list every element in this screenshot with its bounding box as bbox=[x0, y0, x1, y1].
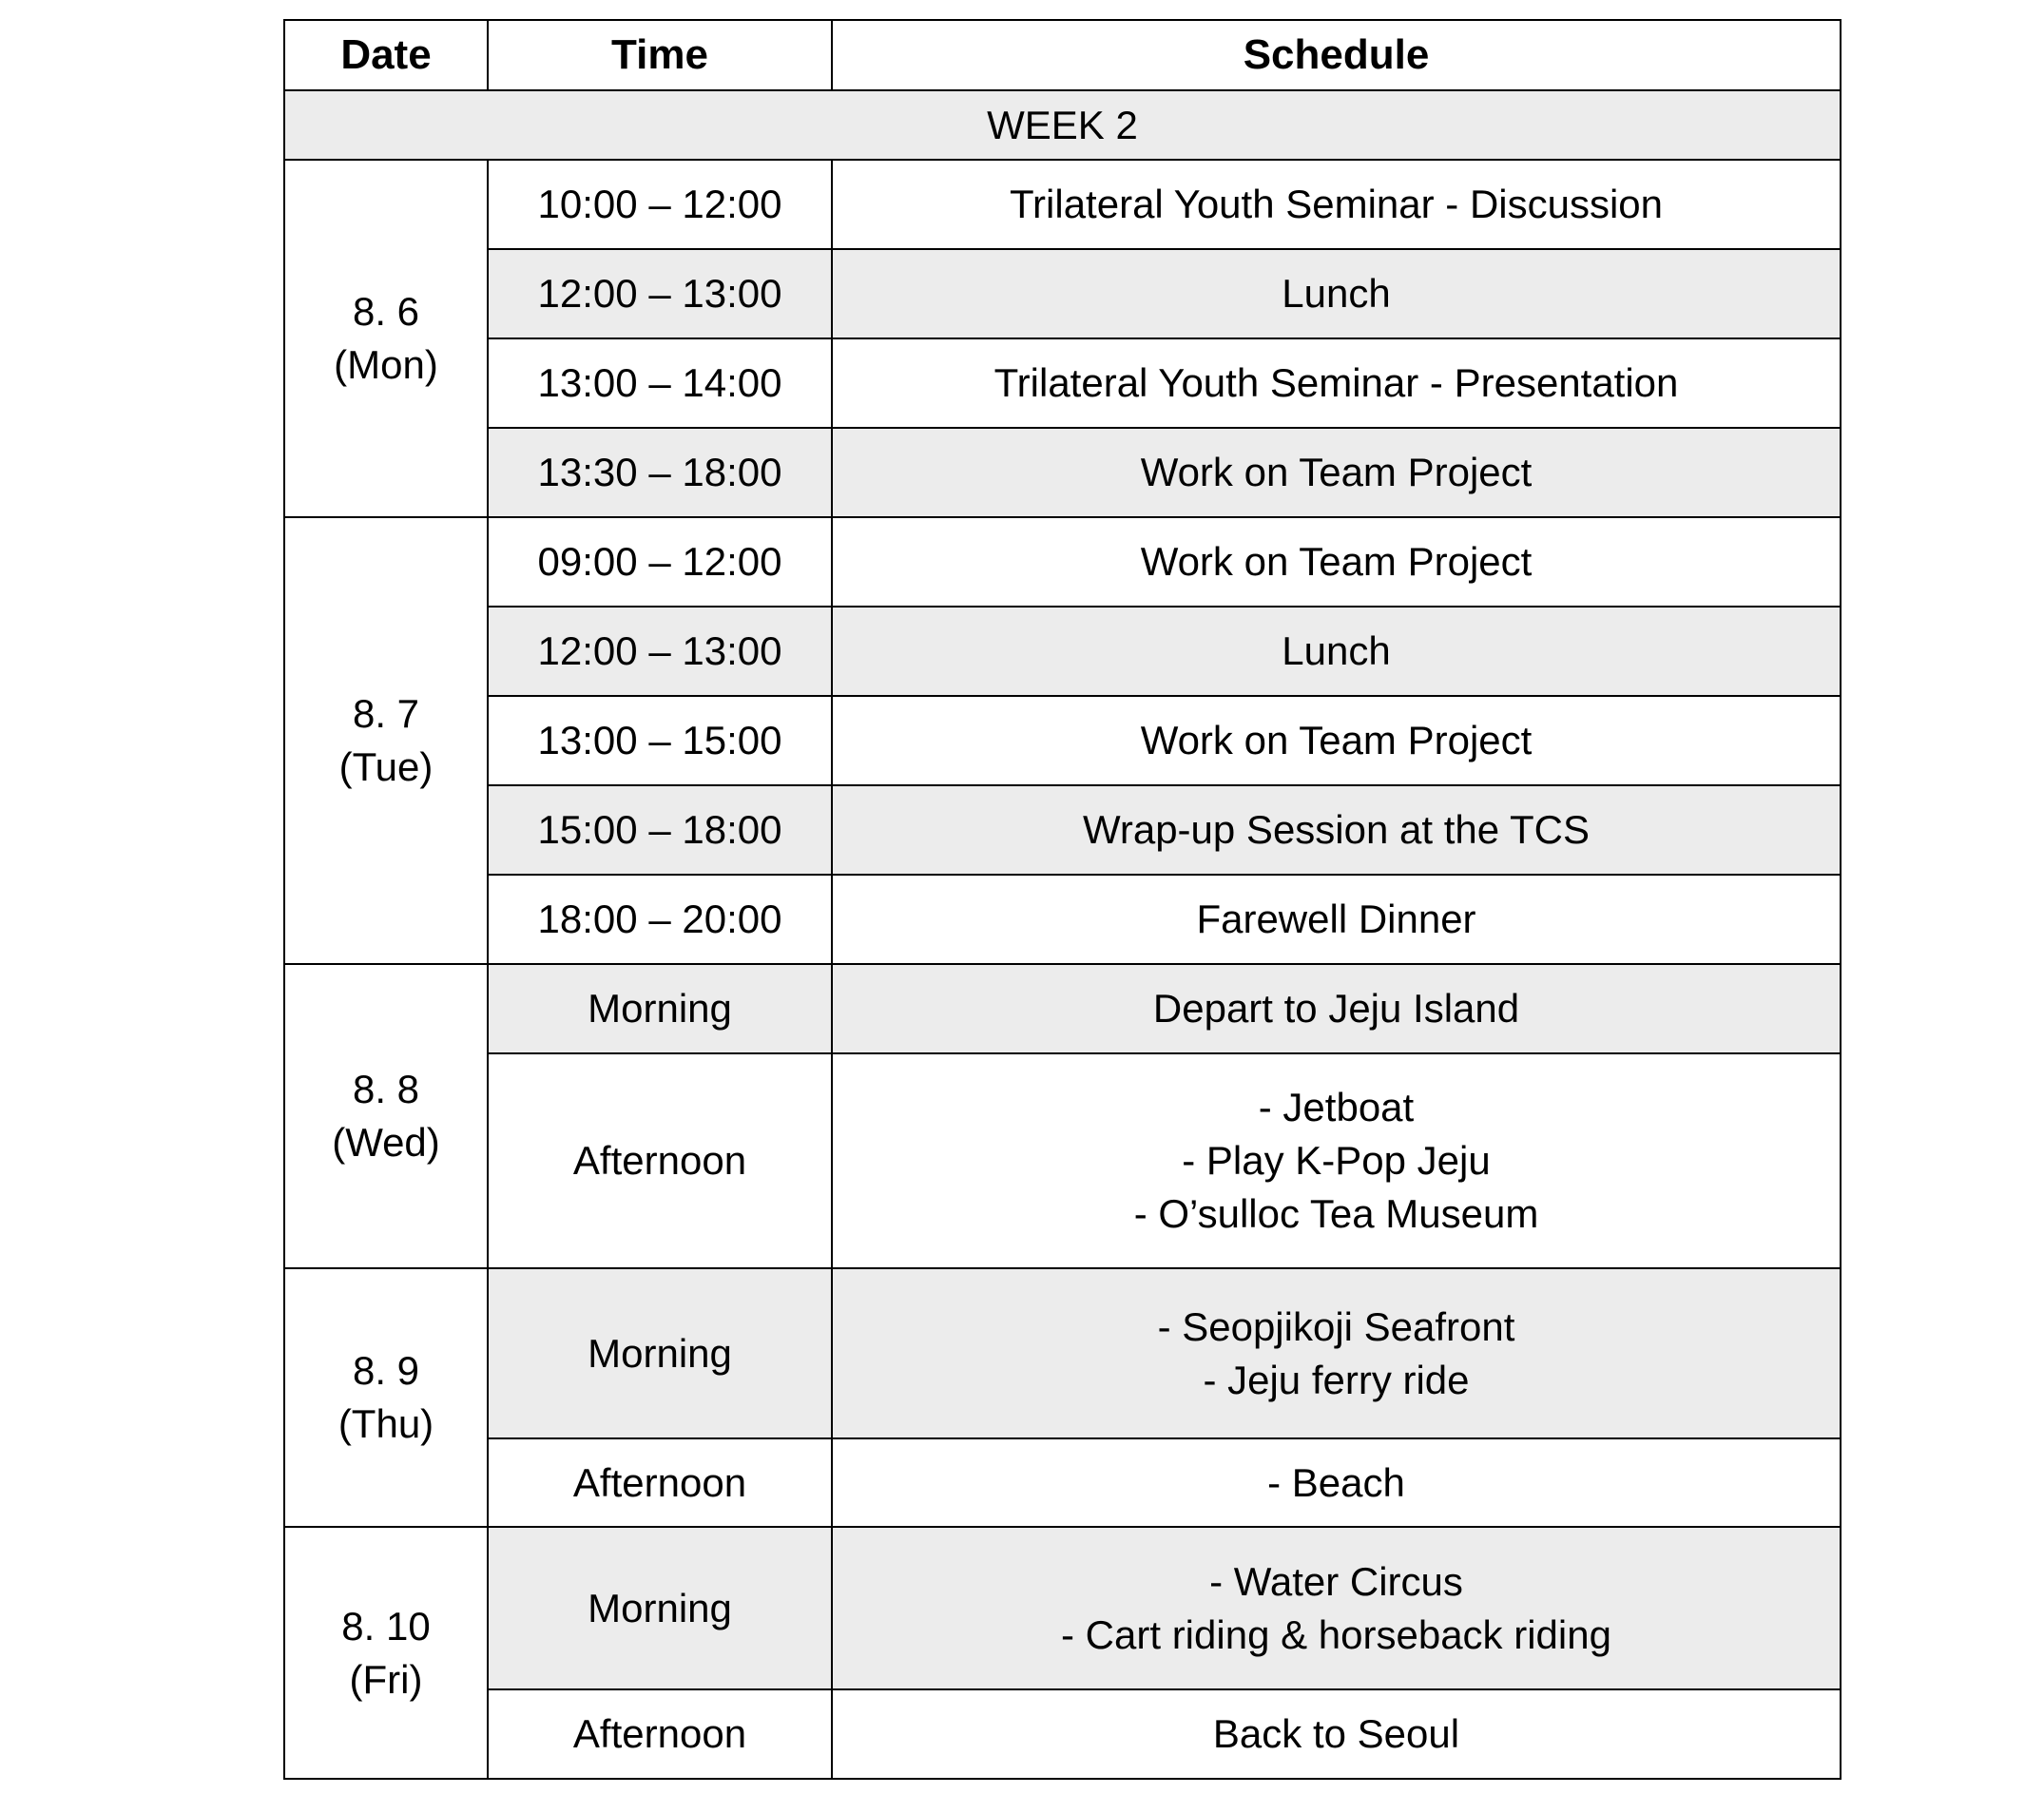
table-row bbox=[284, 607, 1841, 696]
schedule-cell: Work on Team Project bbox=[832, 428, 1841, 517]
table-row bbox=[284, 249, 1841, 338]
header-row bbox=[284, 20, 1841, 90]
time-cell: 12:00 – 13:00 bbox=[488, 249, 832, 338]
table-row bbox=[284, 1053, 1841, 1268]
table-row bbox=[284, 1268, 1841, 1438]
table-row bbox=[284, 1689, 1841, 1779]
schedule-cell: - Beach bbox=[832, 1438, 1841, 1527]
table-row bbox=[284, 1438, 1841, 1527]
schedule-line: - Seopjikoji Seafront bbox=[1157, 1303, 1515, 1349]
date-cell bbox=[284, 517, 488, 964]
header-date: Date bbox=[284, 20, 488, 90]
date-cell bbox=[284, 1268, 488, 1527]
weekday-text: (Tue) bbox=[338, 744, 434, 789]
date-text: 8. 8 bbox=[352, 1067, 420, 1111]
schedule-cell: Trilateral Youth Seminar - Presentation bbox=[832, 338, 1841, 428]
date-text: 8. 10 bbox=[341, 1603, 431, 1649]
schedule-cell: Depart to Jeju Island bbox=[832, 964, 1841, 1053]
date-cell bbox=[284, 964, 488, 1268]
schedule-cell bbox=[832, 1268, 1841, 1438]
time-cell: 13:00 – 15:00 bbox=[488, 696, 832, 785]
schedule-line: - O’sulloc Tea Museum bbox=[1133, 1191, 1539, 1236]
date-text: 8. 9 bbox=[352, 1348, 420, 1393]
time-cell: 10:00 – 12:00 bbox=[488, 160, 832, 249]
table-row bbox=[284, 696, 1841, 785]
schedule-line: - Jetboat bbox=[1258, 1085, 1415, 1129]
time-cell: 13:00 – 14:00 bbox=[488, 338, 832, 428]
schedule-cell: Work on Team Project bbox=[832, 517, 1841, 607]
schedule-line: - Jeju ferry ride bbox=[1203, 1357, 1470, 1402]
weekday-text: (Fri) bbox=[349, 1656, 423, 1702]
time-cell: 15:00 – 18:00 bbox=[488, 785, 832, 875]
time-cell: Afternoon bbox=[488, 1689, 832, 1779]
date-text: 8. 7 bbox=[352, 691, 420, 736]
schedule-cell bbox=[832, 1053, 1841, 1268]
header-time: Time bbox=[488, 20, 832, 90]
schedule-table bbox=[283, 19, 1842, 1780]
time-cell: Morning bbox=[488, 1527, 832, 1689]
header-schedule: Schedule bbox=[832, 20, 1841, 90]
weekday-text: (Thu) bbox=[337, 1401, 434, 1446]
time-cell: Afternoon bbox=[488, 1438, 832, 1527]
schedule-cell: Farewell Dinner bbox=[832, 875, 1841, 964]
time-cell: Afternoon bbox=[488, 1053, 832, 1268]
table-row bbox=[284, 1527, 1841, 1689]
date-cell bbox=[284, 160, 488, 517]
schedule-line: - Play K-Pop Jeju bbox=[1182, 1138, 1491, 1183]
week-label: WEEK 2 bbox=[284, 90, 1841, 160]
table-row bbox=[284, 428, 1841, 517]
time-cell: 12:00 – 13:00 bbox=[488, 607, 832, 696]
schedule-cell: Lunch bbox=[832, 249, 1841, 338]
schedule-cell bbox=[832, 1527, 1841, 1689]
schedule-line: - Water Circus bbox=[1209, 1558, 1463, 1604]
table-row bbox=[284, 964, 1841, 1053]
week-row bbox=[284, 90, 1841, 160]
time-cell: 13:30 – 18:00 bbox=[488, 428, 832, 517]
table-row bbox=[284, 517, 1841, 607]
time-cell: Morning bbox=[488, 964, 832, 1053]
schedule-cell: Back to Seoul bbox=[832, 1689, 1841, 1779]
time-cell: 09:00 – 12:00 bbox=[488, 517, 832, 607]
schedule-line: - Cart riding & horseback riding bbox=[1061, 1611, 1611, 1657]
date-cell bbox=[284, 1527, 488, 1779]
table-row bbox=[284, 338, 1841, 428]
table-row bbox=[284, 160, 1841, 249]
table-row bbox=[284, 875, 1841, 964]
date-text: 8. 6 bbox=[352, 289, 420, 334]
time-cell: 18:00 – 20:00 bbox=[488, 875, 832, 964]
time-cell: Morning bbox=[488, 1268, 832, 1438]
weekday-text: (Wed) bbox=[332, 1120, 440, 1165]
table-row bbox=[284, 785, 1841, 875]
schedule-cell: Work on Team Project bbox=[832, 696, 1841, 785]
schedule-cell: Wrap-up Session at the TCS bbox=[832, 785, 1841, 875]
schedule-cell: Trilateral Youth Seminar - Discussion bbox=[832, 160, 1841, 249]
weekday-text: (Mon) bbox=[334, 342, 438, 387]
schedule-cell: Lunch bbox=[832, 607, 1841, 696]
